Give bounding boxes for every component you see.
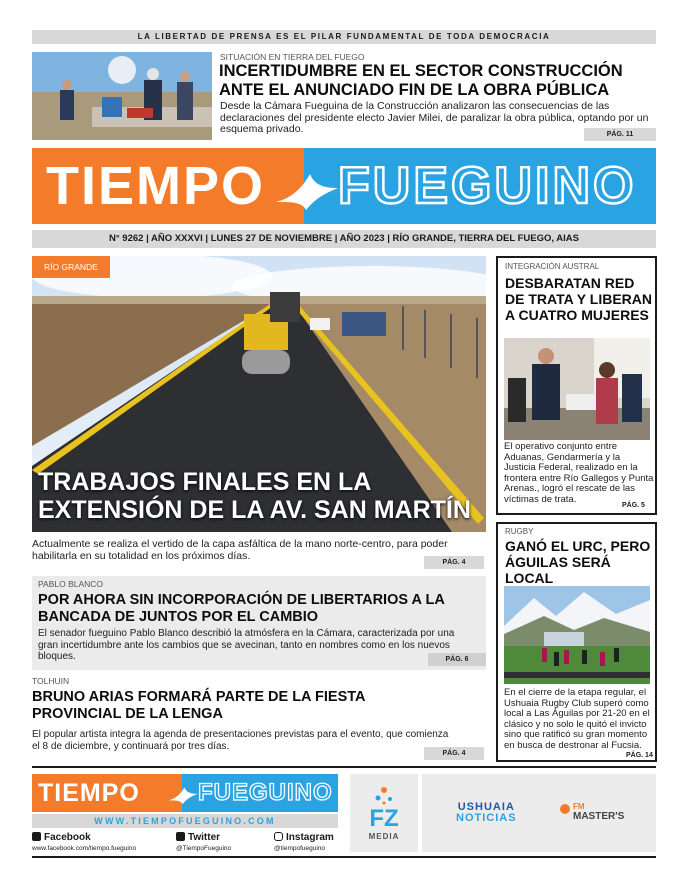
footer-social-twitter[interactable] <box>176 832 231 852</box>
story-arias-body: El popular artista integra la agenda de presentaciones previstas para el evento, que comienza el 8 de diciembre, y continuará por tres días. <box>32 729 449 752</box>
facebook-label: Facebook <box>44 832 91 843</box>
footer-rule-top <box>32 766 656 768</box>
fz-sub: MEDIA <box>368 832 400 841</box>
fm-masters-logo[interactable] <box>560 802 624 822</box>
story-blanco[interactable] <box>32 576 486 670</box>
story-blanco-headline[interactable]: POR AHORA SIN INCORPORACIÓN DE LIBERTARIOS A LA BANCADA DE JUNTOS POR EL CAMBIO <box>38 592 445 625</box>
twitter-icon <box>176 832 185 841</box>
side-story-trata-body: El operativo conjunto entre Aduanas, Gendarmería y la Justicia Federal, realizado en la frontera entre Río Gallegos y Punta Arenas., logró el rescate de las víctimas de trata. <box>504 441 654 505</box>
instagram-label: Instagram <box>286 832 334 843</box>
fz-media-logo[interactable] <box>350 774 418 852</box>
dateline: N° 9262 | AÑO XXXVI | LUNES 27 DE NOVIEMBRE | AÑO 2023 | RÍO GRANDE, TIERRA DEL FUEGO, AIAS <box>32 230 656 248</box>
story-arias-headline[interactable]: BRUNO ARIAS FORMARÁ PARTE DE LA FIESTA PROVINCIAL DE LA LENGA <box>32 689 365 722</box>
main-story-headline-line1[interactable]: TRABAJOS FINALES EN LA <box>38 468 372 496</box>
twitter-handle: @TiempoFueguino <box>176 845 232 852</box>
instagram-icon <box>274 832 283 841</box>
main-story-tag[interactable]: RÍO GRANDE <box>32 256 110 278</box>
top-story-page[interactable]: PÁG. 11 <box>584 128 656 141</box>
footer-logo[interactable] <box>32 774 338 812</box>
side-story-rugby-page[interactable]: PÁG. 14 <box>626 752 653 759</box>
ushuaia-text: USHUAIA <box>457 801 515 813</box>
bird-icon <box>272 158 342 214</box>
side-story-trata-page[interactable]: PÁG. 5 <box>622 502 645 509</box>
noticias-text: NOTICIAS <box>456 812 517 824</box>
top-story-kicker: SITUACIÓN EN TIERRA DEL FUEGO <box>220 52 365 62</box>
fz-dots-icon <box>370 784 398 806</box>
masthead-title-right: FUEGUINO <box>338 157 637 215</box>
main-story-photo[interactable] <box>32 256 486 532</box>
top-story-headline[interactable]: INCERTIDUMBRE EN EL SECTOR CONSTRUCCIÓN ANTE EL ANUNCIADO FIN DE LA OBRA PÚBLICA <box>219 62 623 99</box>
construction-photo <box>32 52 212 140</box>
side-story-trata-headline[interactable]: DESBARATAN RED DE TRATA Y LIBERAN A CUATRO MUJERES <box>505 275 653 323</box>
tagline: LA LIBERTAD DE PRENSA ES EL PILAR FUNDAMENTAL DE TODA DEMOCRACIA <box>32 30 656 44</box>
masthead[interactable] <box>32 148 656 224</box>
main-story-headline-line2[interactable]: EXTENSIÓN DE LA AV. SAN MARTÍN <box>38 496 471 524</box>
fz-text: FZ <box>369 805 399 832</box>
ushuaia-noticias-logo[interactable] <box>456 802 517 824</box>
rugby-photo <box>504 586 650 684</box>
story-blanco-page[interactable]: PÁG. 6 <box>428 653 486 666</box>
side-story-rugby-headline[interactable]: GANÓ EL URC, PERO ÁGUILAS SERÁ LOCAL <box>505 538 651 586</box>
footer-bird-icon <box>166 780 200 806</box>
footer-social-instagram[interactable] <box>274 832 334 852</box>
facebook-handle: www.facebook.com/tiempo.fueguino <box>32 845 137 852</box>
side-story-trata[interactable] <box>496 256 657 515</box>
side-story-rugby-kicker: RUGBY <box>505 527 534 536</box>
masters-text: MASTER'S <box>573 811 625 822</box>
footer-logo-right: FUEGUINO <box>198 779 333 806</box>
facebook-icon <box>32 832 41 841</box>
main-story-body: Actualmente se realiza el vertido de la capa asfáltica de la mano norte-centro, para poder habilitarla en su totalidad en los próximos días. <box>32 538 448 562</box>
story-blanco-kicker: PABLO BLANCO <box>38 579 104 589</box>
fm-text: FM <box>573 802 585 811</box>
footer-website[interactable]: WWW.TIEMPOFUEGUINO.COM <box>32 814 338 828</box>
twitter-label: Twitter <box>188 832 221 843</box>
footer-rule-bottom <box>32 856 656 858</box>
fm-circle-icon <box>560 804 570 814</box>
main-story-page[interactable]: PÁG. 4 <box>424 556 484 569</box>
footer-social-facebook[interactable] <box>32 832 136 852</box>
top-story-body: Desde la Cámara Fueguina de la Construcción analizaron las consecuencias de las declaraciones del presidente electo Javier Milei, de paralizar la obra pública, optando por un esquema privado. <box>220 100 649 136</box>
side-story-rugby-body: En el cierre de la etapa regular, el Ushuaia Rugby Club superó como local a Las Águilas por 21-20 en el clásico y no solo le quitó el invicto sino que ratificó su gran momento en busca de destronar al Fucsia. <box>504 687 650 751</box>
masthead-title-left: TIEMPO <box>46 156 266 216</box>
side-story-rugby[interactable] <box>496 522 657 762</box>
story-arias-page[interactable]: PÁG. 4 <box>424 747 484 760</box>
story-arias-kicker: TOLHUIN <box>32 676 70 686</box>
footer-logo-left: TIEMPO <box>38 779 140 807</box>
trata-photo <box>504 338 650 440</box>
story-blanco-body: El senador fueguino Pablo Blanco describió la atmósfera en la Cámara, caracterizada por una gran incertidumbre ante los cambios que se avecinan, tanto en nombres como en los nuevos bloques. <box>38 628 455 662</box>
side-story-trata-kicker: INTEGRACIÓN AUSTRAL <box>505 262 600 271</box>
instagram-handle: @tiempofueguino <box>274 845 326 852</box>
